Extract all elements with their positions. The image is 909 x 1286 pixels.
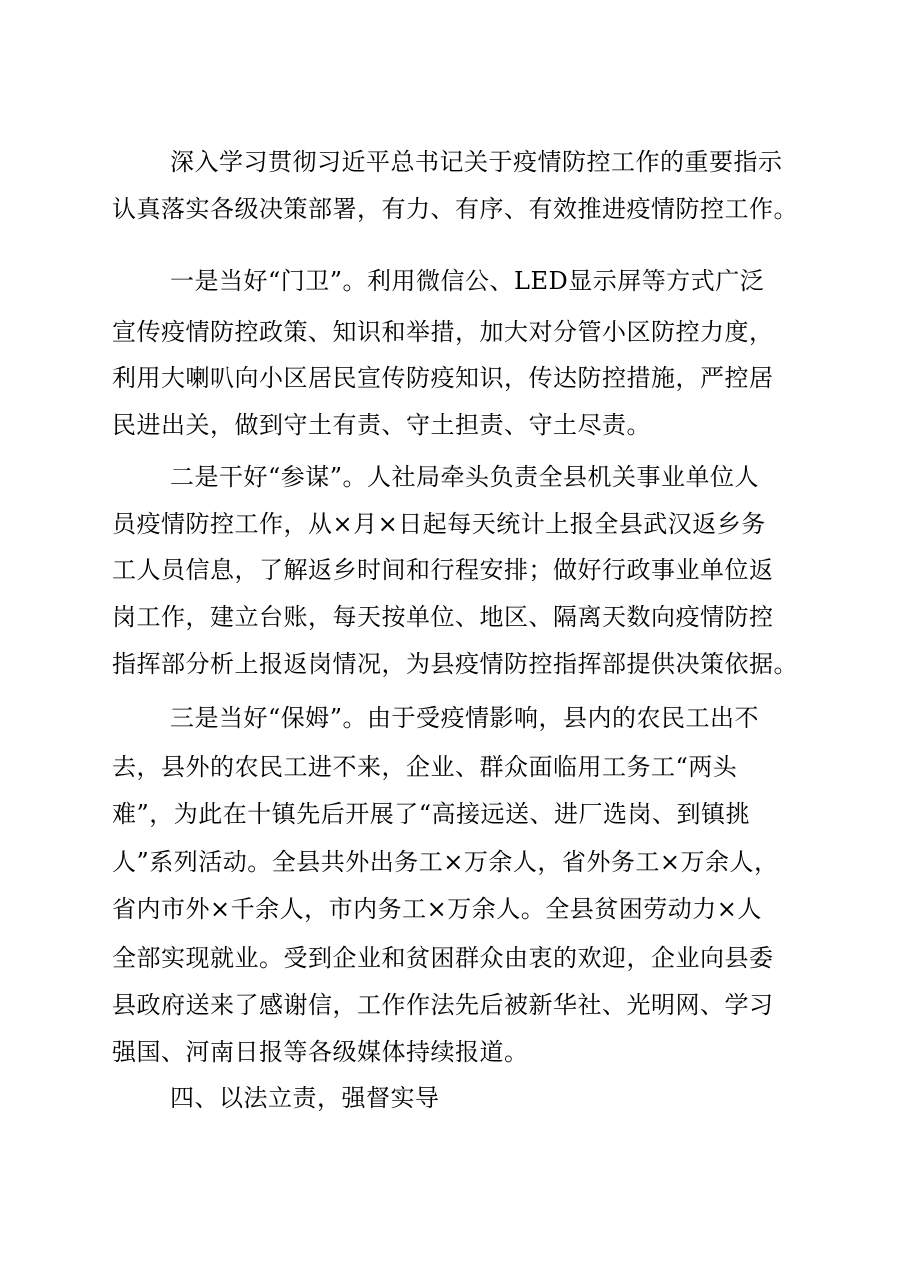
paragraph-4-line-4: 人”系列活动。全县共外出务工×万余人，省外务工×万余人， — [112, 848, 779, 876]
paragraph-2-line-2: 宣传疫情防控政策、知识和举措，加大对分管小区防控力度， — [112, 318, 774, 346]
paragraph-3-line-1: 二是干好“参谋”。人社局牵头负责全县机关事业单位人 — [170, 463, 760, 491]
paragraph-3-line-3: 工人员信息，了解返乡时间和行程安排；做好行政事业单位返 — [112, 556, 774, 584]
paragraph-3-line-4: 岗工作，建立台账，每天按单位、地区、隔离天数向疫情防控 — [112, 603, 774, 631]
paragraph-4-line-7: 县政府送来了感谢信，工作作法先后被新华社、光明网、学习 — [112, 991, 774, 1019]
paragraph-2-line-4: 民进出关，做到守土有责、守土担责、守土尽责。 — [112, 411, 651, 439]
section-heading: 四、以法立责，强督实导 — [170, 1084, 440, 1112]
paragraph-1-line-1: 深入学习贯彻习近平总书记关于疫情防控工作的重要指示 — [170, 148, 783, 176]
paragraph-1-line-2: 认真落实各级决策部署，有力、有序、有效推进疫情防控工作。 — [112, 195, 798, 223]
paragraph-3-line-5: 指挥部分析上报返岗情况，为县疫情防控指挥部提供决策依据。 — [112, 650, 798, 678]
paragraph-4-line-6: 全部实现就业。受到企业和贫困群众由衷的欢迎，企业向县委 — [112, 944, 774, 972]
paragraph-3-line-2: 员疫情防控工作，从×月×日起每天统计上报全县武汉返乡务 — [112, 510, 766, 538]
paragraph-2-line-1: 一是当好“门卫”。利用微信公、LED显示屏等方式广泛 — [170, 267, 765, 295]
paragraph-4-line-5: 省内市外×千余人，市内务工×万余人。全县贫困劳动力×人 — [112, 895, 762, 923]
paragraph-2-line-3: 利用大喇叭向小区居民宣传防疫知识，传达防控措施，严控居 — [112, 364, 774, 392]
paragraph-4-line-2: 去，县外的农民工进不来，企业、群众面临用工务工“两头 — [112, 753, 738, 781]
paragraph-4-line-8: 强国、河南日报等各级媒体持续报道。 — [112, 1038, 529, 1066]
paragraph-4-line-1: 三是当好“保姆”。由于受疫情影响，县内的农民工出不 — [170, 704, 760, 732]
paragraph-4-line-3: 难”，为此在十镇先后开展了“高接远送、进厂选岗、到镇挑 — [112, 800, 751, 828]
